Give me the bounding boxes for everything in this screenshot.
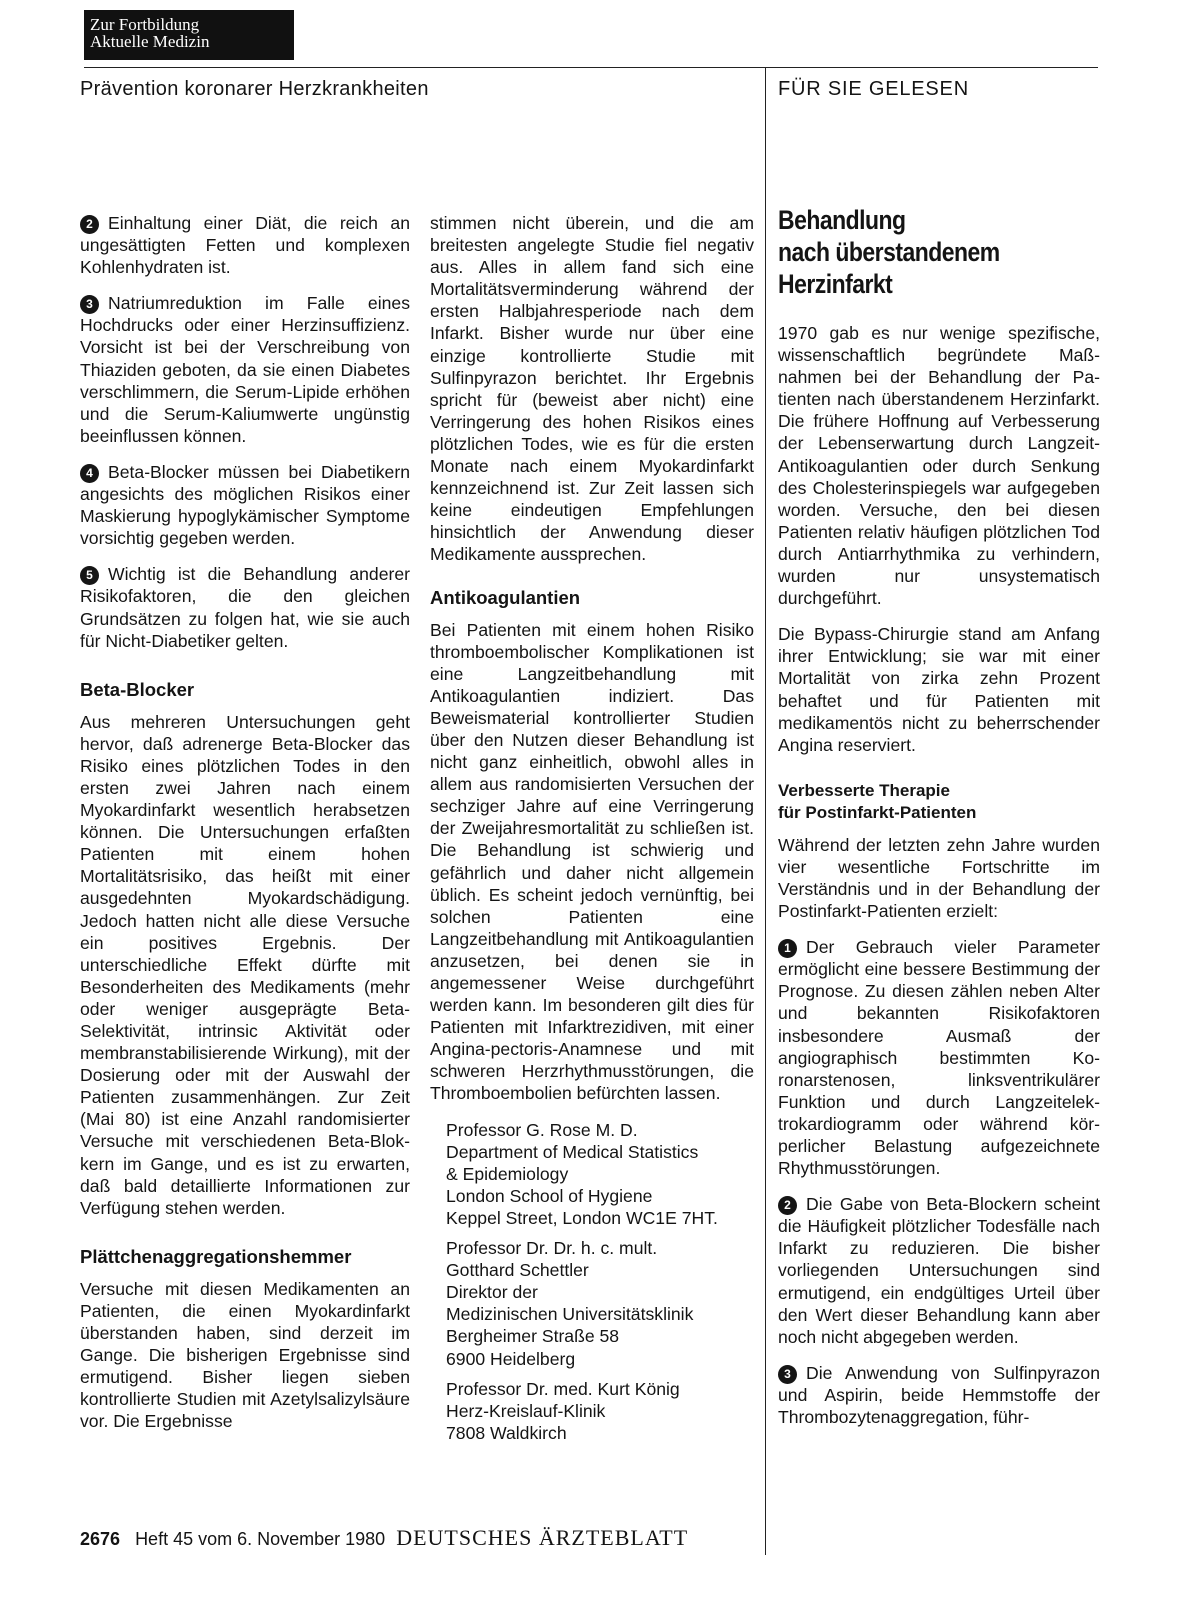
list-item-text: Die Anwendung von Sulfinpyrazon und Aspirin, beide Hemmstoffe der Thrombozytenaggregation, führ- <box>778 1362 1100 1428</box>
list-item-text: Wichtig ist die Behandlung anderer Risikofaktoren, die den gleichen Grundsätzen zu folgen hat, wie sie auch für Nicht-Diabetiker gelten. <box>80 564 410 651</box>
page-number: 2676 <box>80 1529 121 1549</box>
title-line: nach überstandenem <box>778 237 1000 267</box>
header-rule <box>84 67 1098 68</box>
author-addresses <box>446 1119 754 1444</box>
address-line: Herz-Kreislauf-Klinik <box>446 1400 606 1421</box>
badge-line-2: Aktuelle Medizin <box>90 32 210 51</box>
number-badge-icon: 3 <box>80 295 99 314</box>
number-badge-icon: 5 <box>80 566 99 585</box>
heading-line: Verbesserte Therapie <box>778 780 950 800</box>
section-label: FÜR SIE GELESEN <box>778 78 969 100</box>
title-line: Behandlung <box>778 205 906 235</box>
list-item-text: Die Gabe von Beta-Blockern scheint die Häufigkeit plötzlicher Todesfälle nach Infarkt zu reduzieren. Die bisher vorliegenden Untersuchungen sind ermutigend, ein endgültiges Urteil über den Wert dieser Behandlung kann aber noch nicht abgegeben werden. <box>778 1194 1100 1347</box>
heading-antikoagulantien: Antikoagulantien <box>430 586 581 608</box>
address-block <box>446 1378 754 1444</box>
paragraph: Die Bypass-Chirurgie stand am Anfang ihrer Entwicklung; sie war mit einer Mortalität von zirka zehn Prozent behaftet und für Patienten mit medikamentös nicht zu beherrschender Angina reserviert. <box>778 624 1100 755</box>
paragraph: Während der letzten zehn Jahre wurden vier wesentliche Fortschritte im Verständnis und in der Behandlung der Postinfarkt-Patienten erzielt: <box>778 834 1100 922</box>
address-line: 7808 Waldkirch <box>446 1422 567 1443</box>
paragraph: stimmen nicht überein, und die am breitesten angelegte Studie fiel negativ aus. Alles in allem fand sich eine Mortalitätsverminderung während der ersten Halbjahresperiode nach dem Infarkt. Bisher wurde nur über eine einzige kontrollierte Studie mit Sulfinpyrazon berichtet. Ihr Ergebnis spricht für (beweist aber nicht) eine Verringerung des hohen Risikos eines plötzlichen Todes, wie es für die ersten Monate nach einem Myokardinfarkt kennzeichnend ist. Zur Zeit lassen sich keine eindeutigen Empfehlungen hinsichtlich der Anwendung dieser Medikamente aussprechen. <box>430 213 754 565</box>
heading-plaettchen: Plättchenaggregationshemmer <box>80 1245 352 1267</box>
list-item <box>80 461 410 549</box>
paragraph: Versuche mit diesen Medikamenten an Patienten, die einen Myokardinfarkt überstanden haben, sind derzeit im Gange. Die bisherigen Ergebnisse sind ermutigend. Bisher liegen sieben kontrollierte Studien mit Azetylsalizylsäure vor. Die Ergebnisse <box>80 1278 410 1432</box>
list-item-text: Natriumreduktion im Falle eines Hochdrucks oder einer Herzinsuffizienz. Vorsicht ist bei der Verschreibung von Thiaziden geboten, da sie einen Diabetes verschlimmern, die Serum-Lipide erhöhen und die Serum-Kaliumwerte ungünstig beeinflussen können. <box>80 293 410 446</box>
paragraph: 1970 gab es nur wenige spezifische, wissenschaftlich begründete Maßnahmen bei der Behandlung der Patienten nach überstandenem Herzinfarkt. Die frühere Hoffnung auf Verbesserung der Lebenserwartung durch Langzeit-Antikoagulantien oder durch Senkung des Cholesterinspiegels war aufgegeben worden. Versuche, den bei diesen Patienten relativ häufigen plötzlichen Tod durch Antiarrhythmika zu verhindern, wurden nur unsystematisch durchgeführt. <box>778 323 1100 609</box>
address-line: Direktor der <box>446 1282 538 1303</box>
section-badge <box>84 10 294 60</box>
number-badge-icon: 3 <box>778 1365 797 1384</box>
list-item <box>80 292 410 447</box>
address-block <box>446 1119 754 1229</box>
list-item <box>778 936 1100 1179</box>
paragraph: Aus mehreren Untersuchungen geht hervor, daß adrenerge Beta-Blocker das Risiko eines plötzlichen Todes in den ersten zwei Jahren nach einem Myokardinfarkt wesentlich herabsetzen können. Die Untersuchungen erfaßten Patienten mit einem hohen Mortalitätsrisiko, das heißt mit einer ausgedehnten Myokardschädigung. Jedoch hatten nicht alle diese Versuche ein positives Ergebnis. Der unterschiedliche Effekt dürfte mit Besonderheiten des Medikaments (mehr oder weniger ausgeprägte Beta-Selektivität, intrinsic Aktivität oder membranstabilisierende Wirkung), mit der Dosierung oder mit der Auswahl der Patienten zusammenhängen. Zur Zeit (Mai 80) ist eine Anzahl randomisierter Versuche mit verschiedenen Beta-Blokkern im Gange, und es ist zu erwarten, daß bald detaillierte Informationen zur Verfügung stehen werden. <box>80 711 410 1218</box>
list-item <box>80 563 410 651</box>
title-line: Herzinfarkt <box>778 269 893 299</box>
address-line: & Epidemiology <box>446 1163 569 1184</box>
address-line: Professor Dr. med. Kurt König <box>446 1378 680 1399</box>
list-item-text: Beta-Blocker müssen bei Diabetikern angesichts des möglichen Risikos einer Maskierung hypoglykämischer Symptome vorsichtig gegeben werden. <box>80 461 410 549</box>
list-item-text: Der Gebrauch vieler Parameter ermöglicht eine bessere Bestimmung der Prognose. Zu diesen zählen neben Alter und bekannten Risikofaktoren insbesondere Ausmaß der angiographisch bestimmten Koronarstenosen, linksventrikulärer Funktion und durch Langzeitelektrokardiogramm oder während körperlicher Belastung aufgezeichnete Rhythmusstörungen. <box>778 937 1100 1179</box>
paragraph: Bei Patienten mit einem hohen Risiko thromboembolischer Komplikationen ist eine Langzeitbehandlung mit Antikoagulantien indiziert. Das Beweismaterial kontrollierter Studien über den Nutzen dieser Behandlung ist nicht ganz einheitlich, obwohl alles in allem aus randomisierten Versuchen der sechziger Jahre auf eine Verringerung der Zweijahresmortalität zu schließen ist. Die Behandlung ist schwierig und gefährlich und daher nicht allgemein üblich. Es scheint jedoch vernünftig, bei solchen Patienten eine Langzeitbehandlung mit Antikoagulantien anzusetzen, bei denen sie in angemessener Weise durchgeführt werden kann. Im besonderen gilt dies für Patienten mit Infarktrezidiven, mit einer Angina-pectoris-Anamnese und mit schweren Herzrhythmusstörungen, die Thromboembolien befürchten lassen. <box>430 619 754 1104</box>
badge-line-1: Zur Fortbildung <box>90 15 200 34</box>
journal-name: DEUTSCHES ÄRZTEBLATT <box>396 1525 689 1550</box>
list-item-text: Einhaltung einer Diät, die reich an ungesättigten Fetten und komplexen Kohlenhydraten ist. <box>80 213 410 278</box>
list-item <box>778 1362 1100 1428</box>
number-badge-icon: 2 <box>80 215 99 234</box>
number-badge-icon: 4 <box>80 464 99 483</box>
heading-beta-blocker: Beta-Blocker <box>80 678 195 700</box>
address-line: Professor G. Rose M. D. <box>446 1119 638 1140</box>
running-title: Prävention koronarer Herzkrankheiten <box>80 78 429 100</box>
list-item <box>778 1193 1100 1348</box>
address-line: London School of Hygiene <box>446 1185 653 1206</box>
address-line: Department of Medical Statistics <box>446 1141 699 1162</box>
address-block <box>446 1237 754 1370</box>
issue-info: Heft 45 vom 6. November 1980 <box>135 1529 386 1549</box>
address-line: Medizinischen Universitätsklinik <box>446 1304 694 1325</box>
address-line: Keppel Street, London WC1E 7HT. <box>446 1207 718 1228</box>
article-title <box>778 204 1052 300</box>
number-badge-icon: 2 <box>778 1196 797 1215</box>
column-divider <box>765 67 766 1555</box>
heading-line: für Postinfarkt-Patienten <box>778 802 977 822</box>
list-item <box>80 212 410 278</box>
address-line: Gotthard Schettler <box>446 1260 589 1281</box>
column-3 <box>778 205 1100 1442</box>
address-line: Bergheimer Straße 58 <box>446 1326 620 1347</box>
number-badge-icon: 1 <box>778 939 797 958</box>
address-line: 6900 Heidelberg <box>446 1348 576 1369</box>
address-line: Professor Dr. Dr. h. c. mult. <box>446 1238 658 1259</box>
page-footer <box>80 1525 688 1551</box>
column-2 <box>430 212 754 1452</box>
heading-verbesserte-therapie <box>778 780 1100 824</box>
column-1 <box>80 212 410 1447</box>
